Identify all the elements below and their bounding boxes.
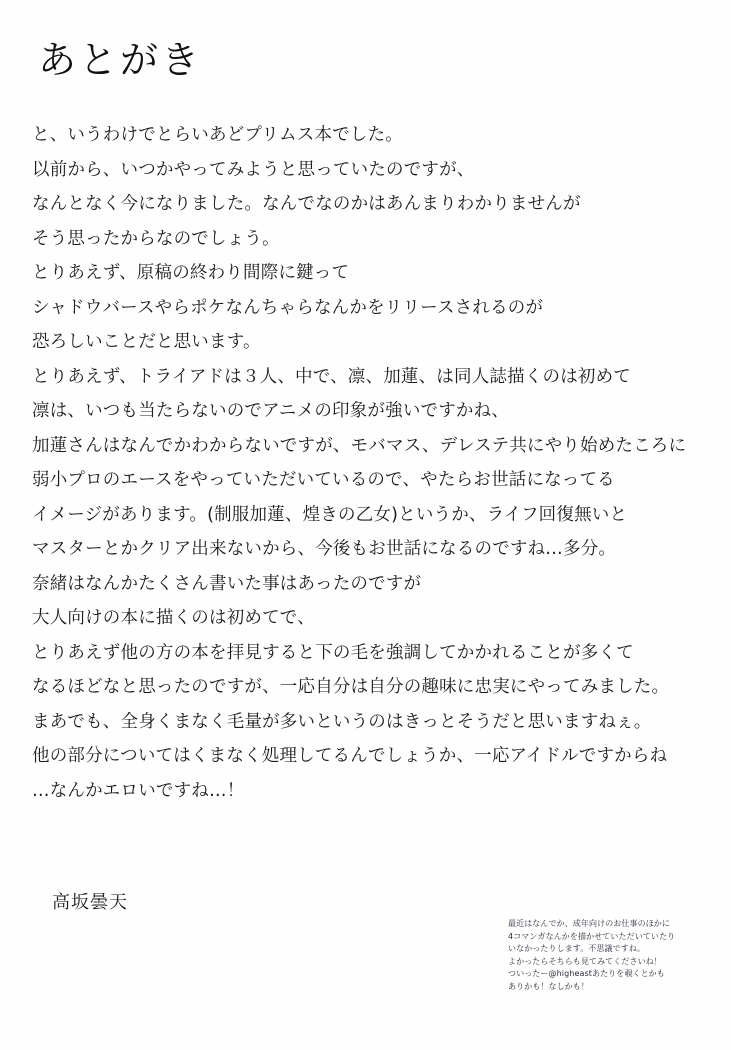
afterword-line: なるほどなと思ったのですが、一応自分は自分の趣味に忠実にやってみました。 [32, 677, 670, 697]
afterword-line: 加蓮さんはなんでかわからないですが、モバマス、デレステ共にやり始めたころに [32, 435, 687, 456]
afterword-line: 奈緒はなんかたくさん書いた事はあったのですが [32, 573, 422, 594]
afterword-line: シャドウバースやらポケなんちゃらなんかをリリースされるのが [32, 297, 544, 318]
afterword-line: 恐ろしいことだと思います。 [32, 332, 261, 352]
afterword-line: とりあえず、原稿の終わり間際に鍵って [32, 263, 350, 283]
afterword-line: そう思ったからなのでしょう。 [32, 228, 280, 249]
afterword-line: …なんかエロいですね…！ [32, 780, 245, 801]
side-note-line: 最近はなんでか、成年向けのお仕事のほかに [508, 919, 670, 928]
afterword-line: とりあえず他の方の本を拝見すると下の毛を強調してかかれることが多くて [32, 642, 634, 663]
page-title: あとがき [38, 38, 203, 82]
side-note-line: ついったー@higheastあたりを覗くとかも [508, 969, 665, 979]
afterword-line: 大人向けの本に描くのは初めてで、 [32, 608, 315, 628]
afterword-line: 他の部分についてはくまなく処理してるんでしょうか、一応アイドルですからね [32, 746, 668, 766]
side-note-line: ありかも！なしかも！ [508, 981, 589, 991]
author-signature: 高坂曇天 [52, 892, 128, 913]
side-note-line: 4コマンガなんかを描かせていただいていたり [508, 931, 676, 941]
afterword-line: 弱小プロのエースをやっていただいているので、やたらお世話になってる [32, 470, 615, 490]
afterword-line: 以前から、いつかやってみようと思っていたのですが、 [32, 159, 475, 180]
afterword-body [32, 118, 704, 808]
afterword-line: 凛は、いつも当たらないのでアニメの印象が強いですかね、 [32, 401, 510, 421]
afterword-line: とりあえず、トライアドは３人、中で、凛、加蓮、は同人誌描くのは初めて [32, 366, 631, 387]
afterword-line: マスターとかクリア出来ないから、今後もお世話になるのですね…多分。 [32, 539, 617, 559]
afterword-line: イメージがあります。(制服加蓮、煌きの乙女)というか、ライフ回復無いと [32, 504, 628, 525]
afterword-line: なんとなく今になりました。なんでなのかはあんまりわかりませんが [32, 194, 581, 214]
afterword-line: まあでも、全身くまなく毛量が多いというのはきっとそうだと思いますねぇ。 [32, 711, 652, 732]
side-note [508, 918, 723, 994]
side-note-line: よかったらそちらも見てみてくださいね！ [508, 956, 662, 966]
side-note-line: いなかったりします。不思議ですね。 [508, 944, 646, 954]
afterword-line: と、いうわけでとらいあどプリムス本でした。 [32, 125, 403, 145]
